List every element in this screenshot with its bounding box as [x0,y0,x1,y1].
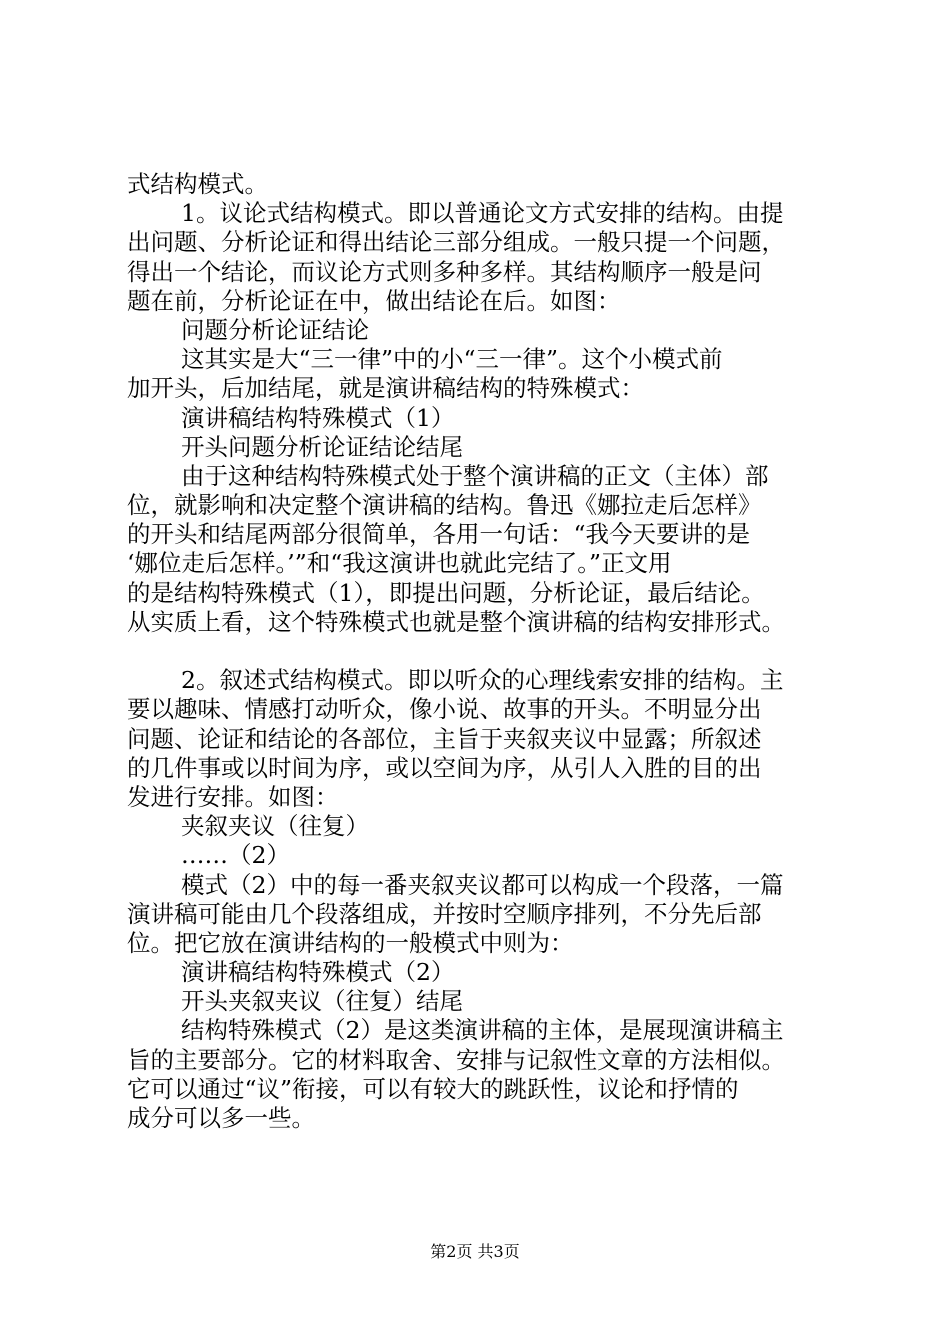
text-line: 结构特殊模式（2）是这类演讲稿的主体，是展现演讲稿主 [181,1016,784,1045]
text-line: ……（2） [181,841,290,870]
page-number-label: 第2页 共3页 [430,1242,520,1261]
text-line: 位，就影响和决定整个演讲稿的结构。鲁迅《娜拉走后怎样》 [127,491,762,520]
text-line: 发进行安排。如图： [127,782,339,811]
text-line: 演讲稿结构特殊模式（1） [181,403,455,432]
document-body [127,170,837,1133]
page-footer [0,1242,950,1262]
text-line: 的几件事或以时间为序，或以空间为序，从引人入胜的目的出 [127,753,762,782]
text-line: 1。议论式结构模式。即以普通论文方式安排的结构。由提 [181,199,784,228]
text-line: 演讲稿结构特殊模式（2） [181,958,455,987]
text-line: 问题分析论证结论 [181,315,369,344]
text-line: 由于这种结构特殊模式处于整个演讲稿的正文（主体）部 [181,461,769,490]
text-line: 的是结构特殊模式（1），即提出问题，分析论证，最后结论。 [127,578,765,607]
text-line: 要以趣味、情感打动听众，像小说、故事的开头。不明显分出 [127,695,762,724]
text-line: 演讲稿可能由几个段落组成，并按时空顺序排列，不分先后部 [127,899,762,928]
text-line: 模式（2）中的每一番夹叙夹议都可以构成一个段落，一篇 [181,870,784,899]
text-line: 得出一个结论，而议论方式则多种多样。其结构顺序一般是问 [127,257,762,286]
text-line: 题在前，分析论证在中，做出结论在后。如图： [127,286,621,315]
text-line: ‘娜位走后怎样。’”和“我这演讲也就此完结了。”正文用 [127,549,672,578]
text-line: 开头问题分析论证结论结尾 [181,432,463,461]
text-line: 位。把它放在演讲结构的一般模式中则为： [127,928,574,957]
text-line: 从实质上看，这个特殊模式也就是整个演讲稿的结构安排形式。 [127,607,785,636]
text-line: 夹叙夹议（往复） [181,812,369,841]
paragraph-gap [127,637,837,666]
text-line: 式结构模式。 [127,170,268,198]
text-line: 问题、论证和结论的各部位，主旨于夹叙夹议中显露；所叙述 [127,724,762,753]
text-line: 的开头和结尾两部分很简单，各用一句话：“我今天要讲的是 [127,520,751,549]
text-line: 这其实是大“三一律”中的小“三一律”。这个小模式前 [181,345,723,374]
text-line: 2。叙述式结构模式。即以听众的心理线索安排的结构。主 [181,666,784,695]
text-line: 出问题、分析论证和得出结论三部分组成。一般只提一个问题， [127,228,785,257]
text-line: 开头夹叙夹议（往复）结尾 [181,987,463,1016]
text-line: 加开头，后加结尾，就是演讲稿结构的特殊模式： [127,374,644,403]
text-line: 成分可以多一些。 [127,1104,315,1132]
text-line: 旨的主要部分。它的材料取舍、安排与记叙性文章的方法相似。 [127,1045,785,1074]
text-line: 它可以通过“议”衔接，可以有较大的跳跃性，议论和抒情的 [127,1074,739,1103]
